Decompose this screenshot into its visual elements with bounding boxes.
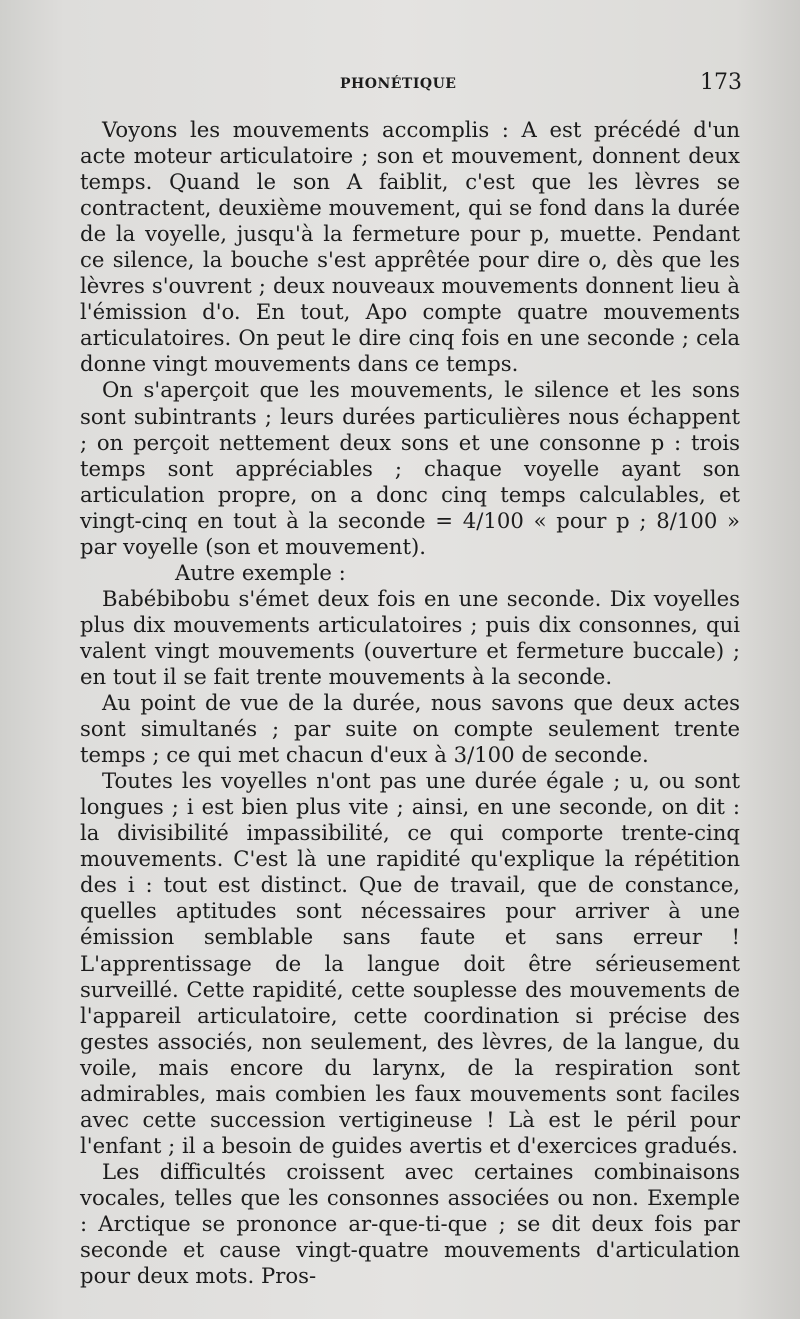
page-number: 173 (700, 70, 742, 95)
running-head (0, 70, 800, 106)
paragraph-5: Au point de vue de la durée, nous savons que deux actes sont simultanés ; par suite on compte seulement trente temps ; ce qui met chacun d'eux à 3/100 de seconde. (80, 690, 740, 768)
paragraph-6: Toutes les voyelles n'ont pas une durée égale ; u, ou sont longues ; i est bien plus vite ; ainsi, en une seconde, on dit : la divisibilité impassibilité, ce qui comporte trente-cinq mouvements. C'est là une rapidité qu'explique la répétition des i : tout est distinct. Que de travail, que de constance, quelles aptitudes sont nécessaires pour arriver à une émission semblable sans faute et sans erreur ! L'apprentissage de la langue doit être sérieusement surveillé. Cette rapidité, cette souplesse des mouvements de l'appareil articulatoire, cette coordination si précise des gestes associés, non seulement, des lèvres, de la langue, du voile, mais encore du larynx, de la respiration sont admirables, mais combien les faux mouvements sont faciles avec cette succession vertigineuse ! Là est le péril pour l'enfant ; il a besoin de guides avertis et d'exercices gradués. (80, 768, 740, 1158)
body-text (80, 117, 740, 1289)
paragraph-2: On s'aperçoit que les mouvements, le silence et les sons sont subintrants ; leurs durées particulières nous échappent ; on perçoit nettement deux sons et une consonne p : trois temps sont appréciables ; chaque voyelle ayant son articulation propre, on a donc cinq temps calculables, et vingt-cinq en tout à la seconde = 4/100 « pour p ; 8/100 » par voyelle (son et mouvement). (80, 377, 740, 559)
paragraph-7: Les difficultés croissent avec certaines combinaisons vocales, telles que les consonnes associées ou non. Exemple : Arctique se prononce ar-que-ti-que ; se dit deux fois par seconde et cause vingt-quatre mouvements d'articulation pour deux mots. Pros- (80, 1158, 740, 1289)
paragraph-3: Autre exemple : (175, 559, 346, 585)
paragraph-4: Babébibobu s'émet deux fois en une seconde. Dix voyelles plus dix mouvements articulatoires ; puis dix consonnes, qui valent vingt mouvements (ouverture et fermeture buccale) ; en tout il se fait trente mouvements à la seconde. (80, 585, 740, 689)
chapter-title: PHONÉTIQUE (340, 76, 457, 92)
paragraph-1: Voyons les mouvements accomplis : A est précédé d'un acte moteur articulatoire ; son et mouvement, donnent deux temps. Quand le son A faiblit, c'est que les lèvres se contractent, deuxième mouvement, qui se fond dans la durée de la voyelle, jusqu'à la fermeture pour p, muette. Pendant ce silence, la bouche s'est apprêtée pour dire o, dès que les lèvres s'ouvrent ; deux nouveaux mouvements donnent lieu à l'émission d'o. En tout, Apo compte quatre mouvements articulatoires. On peut le dire cinq fois en une seconde ; cela donne vingt mouvements dans ce temps. (80, 117, 740, 377)
